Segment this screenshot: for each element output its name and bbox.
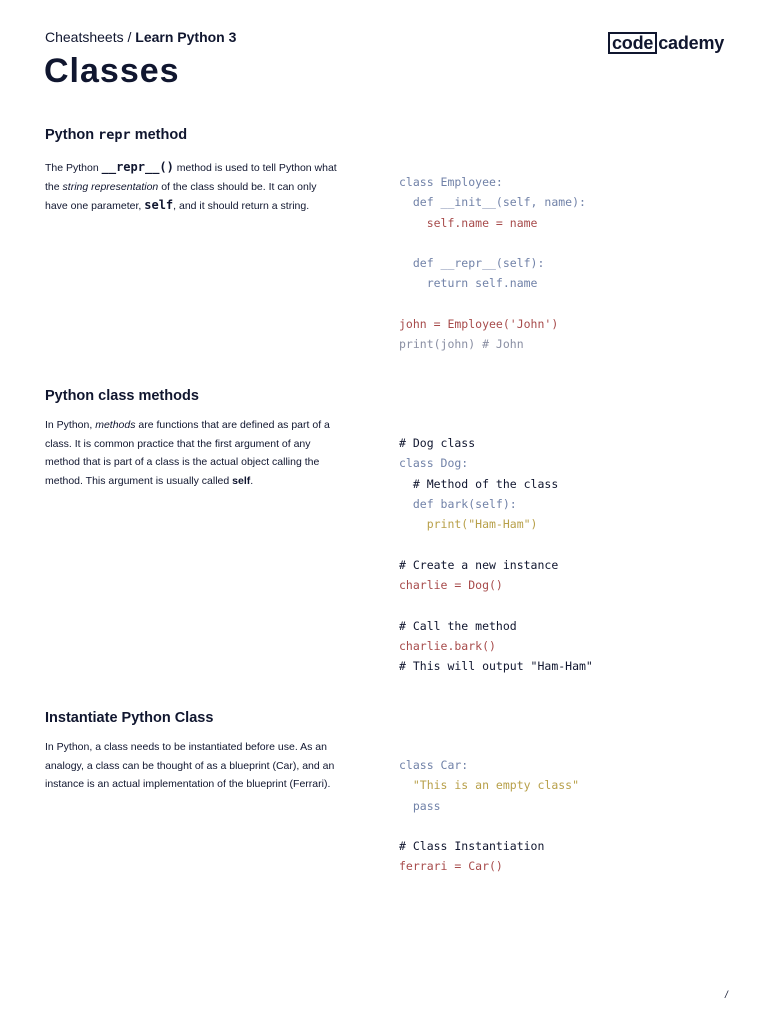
code-line: class Employee:: [399, 175, 503, 189]
code-line: # Class Instantiation: [399, 839, 545, 854]
code-line: print("Ham-Ham"): [399, 517, 538, 532]
desc-text: of the class should be. It can only have one parameter,: [45, 180, 317, 212]
code-line: charlie = Dog(): [399, 578, 503, 593]
desc-emphasis: methods: [95, 419, 136, 431]
section-desc-instantiate: In Python, a class needs to be instantiated before use. As an analogy, a class can be thought of as a blueprint (Car), and an instance is an actual implementation of the blueprint (Ferrari).: [45, 741, 335, 790]
code-block-repr: [399, 172, 586, 355]
page-title: Classes: [44, 52, 180, 90]
section-desc-class-methods: [45, 416, 337, 490]
section-heading-class-methods: Python class methods: [45, 388, 199, 404]
code-block-class-methods: [399, 433, 593, 677]
code-block-instantiate: [399, 755, 579, 877]
code-line: john = Employee('John'): [399, 317, 559, 332]
desc-text: The Python: [45, 162, 99, 174]
code-line: print(john) # John: [399, 337, 524, 352]
page-number: /: [725, 990, 728, 1001]
breadcrumb-current[interactable]: Learn Python 3: [135, 29, 237, 45]
heading-code: repr: [98, 127, 131, 143]
logo-boxed-text: code: [608, 32, 657, 54]
code-line: return self.name: [399, 276, 538, 291]
desc-text: method is used to tell Python what the: [45, 162, 337, 193]
code-line: def bark(self):: [399, 496, 517, 511]
desc-emphasis: string representation: [62, 180, 159, 193]
breadcrumb: [45, 29, 236, 45]
desc-text: are functions that are defined as part of a class. It is common practice that the first argument of any method that is part of a class is the actual object calling the method. This argument is usually called: [45, 419, 330, 487]
code-line: # Call the method: [399, 618, 517, 633]
code-line: # Create a new instance: [399, 557, 559, 572]
desc-text: , and it should return a string.: [173, 200, 310, 212]
code-line: class Dog:: [399, 456, 469, 471]
code-line: charlie.bark(): [399, 638, 496, 653]
code-line: # Dog class: [399, 436, 476, 450]
code-line: pass: [399, 798, 441, 813]
code-line: # Method of the class: [399, 476, 559, 491]
heading-prefix: Python: [45, 127, 95, 143]
code-line: ferrari = Car(): [399, 859, 503, 874]
codecademy-logo[interactable]: [608, 32, 724, 54]
desc-strong: self: [232, 474, 251, 487]
heading-suffix: method: [134, 127, 188, 143]
code-line: class Car:: [399, 758, 469, 772]
code-line: # This will output "Ham-Ham": [399, 659, 593, 674]
section-desc-repr: [45, 158, 337, 216]
section-heading-repr: [45, 127, 187, 143]
section-heading-instantiate: Instantiate Python Class: [45, 710, 214, 726]
desc-text: In Python,: [45, 419, 93, 431]
logo-rest-text: cademy: [658, 33, 725, 53]
code-line: self.name = name: [399, 215, 538, 230]
inline-code: self: [144, 198, 174, 212]
code-line: def __init__(self, name):: [399, 195, 586, 210]
breadcrumb-link-cheatsheets[interactable]: Cheatsheets /: [45, 29, 132, 45]
inline-code: __repr__(): [101, 160, 174, 174]
desc-text: .: [250, 474, 254, 487]
code-line: def __repr__(self):: [399, 256, 545, 271]
code-line: "This is an empty class": [399, 778, 580, 793]
